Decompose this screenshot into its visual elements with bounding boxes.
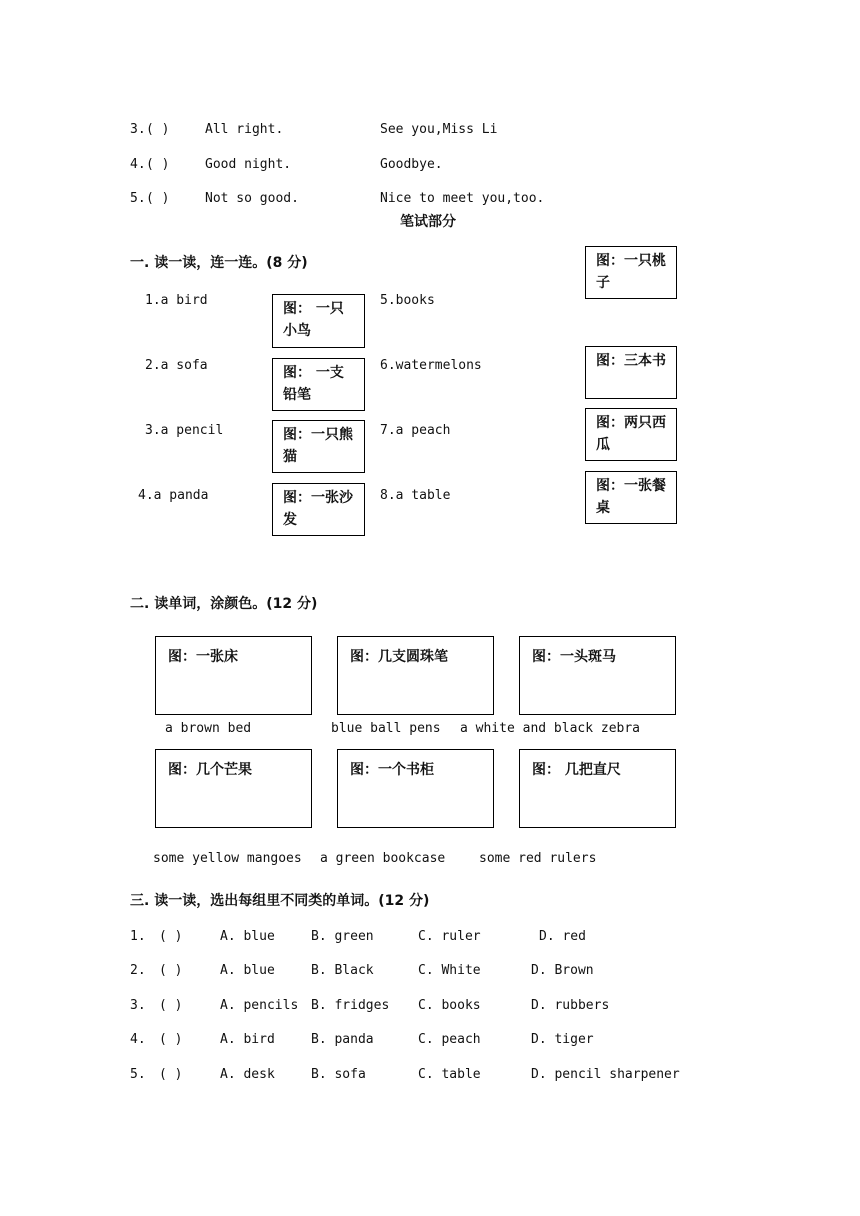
option-c: C. peach bbox=[418, 1032, 481, 1047]
section1-heading: 一. 读一读，连一连。(8 分) bbox=[130, 255, 308, 271]
option-d: D. red bbox=[539, 929, 586, 944]
option-c: C. ruler bbox=[418, 929, 481, 944]
left-word-3: 3.a pencil bbox=[145, 423, 224, 438]
option-a: A. blue bbox=[220, 929, 275, 944]
option-b: B. Black bbox=[311, 963, 374, 978]
picture-box-mangoes: 图：几个芒果 bbox=[155, 749, 312, 828]
response: See you,Miss Li bbox=[380, 122, 498, 137]
item-number: 4. bbox=[130, 157, 146, 172]
picture-box-bird: 图： 一只小鸟 bbox=[272, 294, 365, 348]
section2-heading: 二. 读单词，涂颜色。(12 分) bbox=[130, 596, 318, 612]
option-c: C. table bbox=[418, 1067, 481, 1082]
row-number: 2. bbox=[130, 963, 146, 978]
answer-blank[interactable]: ( ) bbox=[159, 1032, 183, 1047]
item-number: 3. bbox=[130, 122, 146, 137]
picture-box-bed: 图：一张床 bbox=[155, 636, 312, 715]
phrase: Good night. bbox=[205, 157, 292, 172]
picture-box-peach: 图：一只桃子 bbox=[585, 246, 677, 299]
row-number: 1. bbox=[130, 929, 146, 944]
answer-blank[interactable]: ( ) bbox=[146, 157, 170, 172]
caption-mangoes: some yellow mangoes bbox=[153, 851, 302, 866]
picture-box-bookcase: 图：一个书柜 bbox=[337, 749, 494, 828]
answer-blank[interactable]: ( ) bbox=[146, 122, 170, 137]
picture-box-table: 图：一张餐桌 bbox=[585, 471, 677, 524]
phrase: Not so good. bbox=[205, 191, 299, 206]
response: Goodbye. bbox=[380, 157, 443, 172]
left-word-2: 2.a sofa bbox=[145, 358, 208, 373]
section3-heading: 三. 读一读，选出每组里不同类的单词。(12 分) bbox=[130, 893, 430, 909]
item-number: 5. bbox=[130, 191, 146, 206]
option-a: A. bird bbox=[220, 1032, 275, 1047]
option-a: A. desk bbox=[220, 1067, 275, 1082]
right-word-6: 6.watermelons bbox=[380, 358, 482, 373]
caption-zebra: a white and black zebra bbox=[460, 721, 641, 736]
option-d: D. tiger bbox=[531, 1032, 594, 1047]
left-word-1: 1.a bird bbox=[145, 293, 208, 308]
option-c: C. books bbox=[418, 998, 481, 1013]
picture-box-panda: 图：一只熊猫 bbox=[272, 420, 365, 473]
option-c: C. White bbox=[418, 963, 481, 978]
option-a: A. pencils bbox=[220, 998, 299, 1013]
answer-blank[interactable]: ( ) bbox=[146, 191, 170, 206]
caption-bookcase: a green bookcase bbox=[320, 851, 446, 866]
phrase: All right. bbox=[205, 122, 284, 137]
option-d: D. rubbers bbox=[531, 998, 610, 1013]
answer-blank[interactable]: ( ) bbox=[159, 929, 183, 944]
right-word-7: 7.a peach bbox=[380, 423, 451, 438]
picture-box-pencil: 图： 一支铅笔 bbox=[272, 358, 365, 411]
row-number: 3. bbox=[130, 998, 146, 1013]
answer-blank[interactable]: ( ) bbox=[159, 963, 183, 978]
row-number: 4. bbox=[130, 1032, 146, 1047]
option-b: B. green bbox=[311, 929, 374, 944]
written-section-title: 笔试部分 bbox=[400, 214, 456, 230]
option-d: D. Brown bbox=[531, 963, 594, 978]
caption-bed: a brown bed bbox=[165, 721, 252, 736]
response: Nice to meet you,too. bbox=[380, 191, 545, 206]
option-a: A. blue bbox=[220, 963, 275, 978]
answer-blank[interactable]: ( ) bbox=[159, 998, 183, 1013]
option-b: B. panda bbox=[311, 1032, 374, 1047]
answer-blank[interactable]: ( ) bbox=[159, 1067, 183, 1082]
option-d: D. pencil sharpener bbox=[531, 1067, 680, 1082]
picture-box-ball-pens: 图：几支圆珠笔 bbox=[337, 636, 494, 715]
right-word-5: 5.books bbox=[380, 293, 435, 308]
right-word-8: 8.a table bbox=[380, 488, 451, 503]
left-word-4: 4.a panda bbox=[138, 488, 209, 503]
option-b: B. sofa bbox=[311, 1067, 366, 1082]
option-b: B. fridges bbox=[311, 998, 390, 1013]
picture-box-zebra: 图：一头斑马 bbox=[519, 636, 676, 715]
picture-box-sofa: 图：一张沙发 bbox=[272, 483, 365, 536]
caption-rulers: some red rulers bbox=[479, 851, 597, 866]
row-number: 5. bbox=[130, 1067, 146, 1082]
picture-box-watermelons: 图：两只西瓜 bbox=[585, 408, 677, 461]
picture-box-rulers: 图： 几把直尺 bbox=[519, 749, 676, 828]
picture-box-books: 图：三本书 bbox=[585, 346, 677, 399]
caption-ball-pens: blue ball pens bbox=[331, 721, 441, 736]
